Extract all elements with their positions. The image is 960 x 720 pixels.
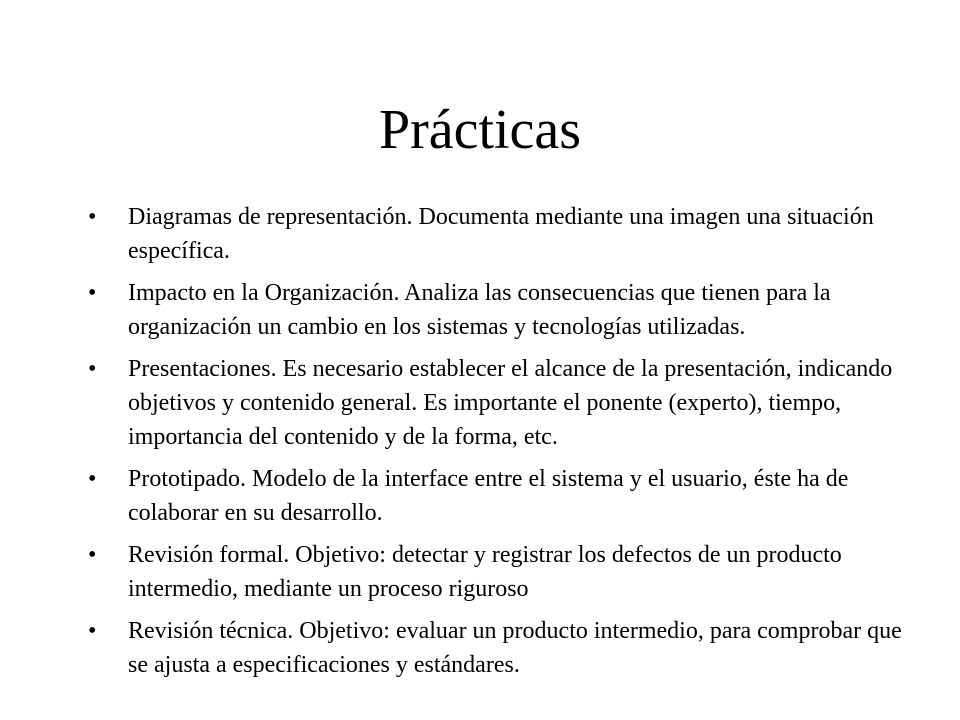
bullet-icon: • [88,280,97,306]
bullet-text: Revisión formal. Objetivo: detectar y registrar los defectos de un producto intermedio, mediante un proceso riguroso [128,542,842,602]
bullet-icon: • [88,618,97,644]
bullet-text: Impacto en la Organización. Analiza las consecuencias que tienen para la organización un cambio en los sistemas y tecnologías utilizadas. [128,280,831,340]
bullet-item [88,462,908,530]
bullet-item [88,614,908,682]
bullet-list [88,200,908,690]
bullet-icon: • [88,542,97,568]
bullet-text: Revisión técnica. Objetivo: evaluar un producto intermedio, para comprobar que se ajusta a especificaciones y estándares. [128,618,902,678]
bullet-item [88,352,908,454]
bullet-text: Prototipado. Modelo de la interface entre el sistema y el usuario, éste ha de colaborar en su desarrollo. [128,466,849,526]
bullet-item [88,276,908,344]
bullet-text: Presentaciones. Es necesario establecer el alcance de la presentación, indicando objetivos y contenido general. Es importante el ponente (experto), tiempo, importancia del contenido y de la forma, etc. [128,356,893,450]
bullet-icon: • [88,466,97,492]
slide-title: Prácticas [378,99,582,161]
bullet-item [88,200,908,268]
bullet-icon: • [88,204,97,230]
bullet-item [88,538,908,606]
bullet-icon: • [88,356,97,382]
bullet-text: Diagramas de representación. Documenta mediante una imagen una situación específica. [128,204,874,264]
